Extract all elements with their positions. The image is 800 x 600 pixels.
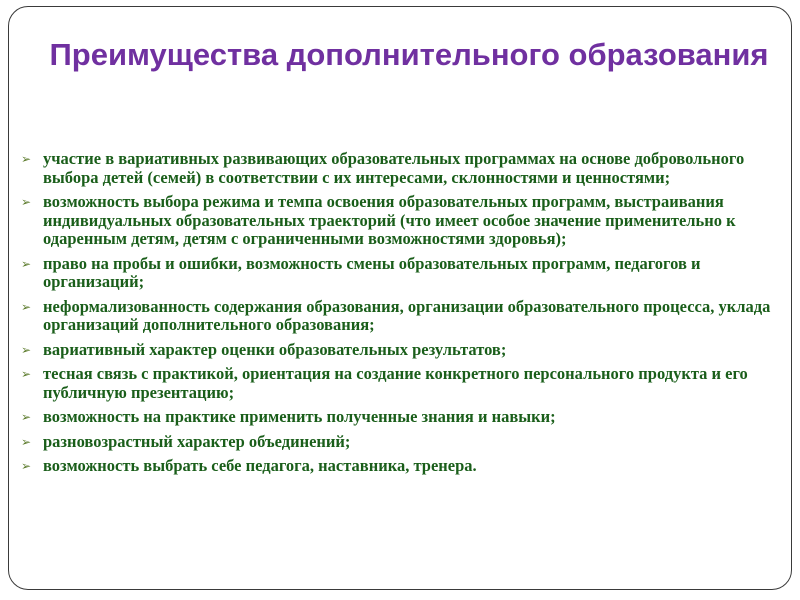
bullet-list xyxy=(17,150,787,482)
list-item-text: участие в вариативных развивающих образовательных программах на основе добровольного выбора детей (семей) в соответствии с их интересами, склонностями и ценностями; xyxy=(43,149,745,187)
arrow-bullet-icon: ➢ xyxy=(21,299,32,314)
arrow-bullet-icon: ➢ xyxy=(21,342,32,357)
list-item-text: возможность на практике применить полученные знания и навыки; xyxy=(43,407,556,426)
list-item xyxy=(17,298,787,335)
list-item-text: возможность выбрать себе педагога, наставника, тренера. xyxy=(43,456,477,475)
list-item xyxy=(17,433,787,452)
arrow-bullet-icon: ➢ xyxy=(21,367,32,381)
slide-frame xyxy=(8,6,792,590)
arrow-bullet-icon: ➢ xyxy=(21,195,32,209)
arrow-bullet-icon: ➢ xyxy=(21,256,32,271)
list-item xyxy=(17,150,787,187)
list-item-text: право на пробы и ошибки, возможность смены образовательных программ, педагогов и организаций; xyxy=(43,253,701,291)
list-item xyxy=(17,408,787,427)
arrow-bullet-icon: ➢ xyxy=(21,410,32,424)
list-item-text: возможность выбора режима и темпа освоения образовательных программ, выстраивания индивидуальных образовательных траекторий (что имеет особое значение применительно к одаренным детям, детям с ограниченными возможностями здоровья); xyxy=(43,192,736,248)
list-item xyxy=(17,365,787,402)
list-item-text: разновозрастный характер объединений; xyxy=(43,431,351,451)
list-item xyxy=(17,457,787,476)
list-item xyxy=(17,255,787,292)
list-item-text: неформализованность содержания образования, организации образовательного процесса, уклада организаций дополнительного образования; xyxy=(43,296,771,334)
slide-title: Преимущества дополнительного образования xyxy=(49,37,769,72)
arrow-bullet-icon: ➢ xyxy=(21,434,32,449)
list-item xyxy=(17,193,787,249)
list-item xyxy=(17,341,787,360)
list-item-text: тесная связь с практикой, ориентация на создание конкретного персонального продукта и его публичную презентацию; xyxy=(43,364,748,402)
arrow-bullet-icon: ➢ xyxy=(21,459,32,473)
arrow-bullet-icon: ➢ xyxy=(21,152,32,166)
list-item-text: вариативный характер оценки образовательных результатов; xyxy=(43,339,507,359)
